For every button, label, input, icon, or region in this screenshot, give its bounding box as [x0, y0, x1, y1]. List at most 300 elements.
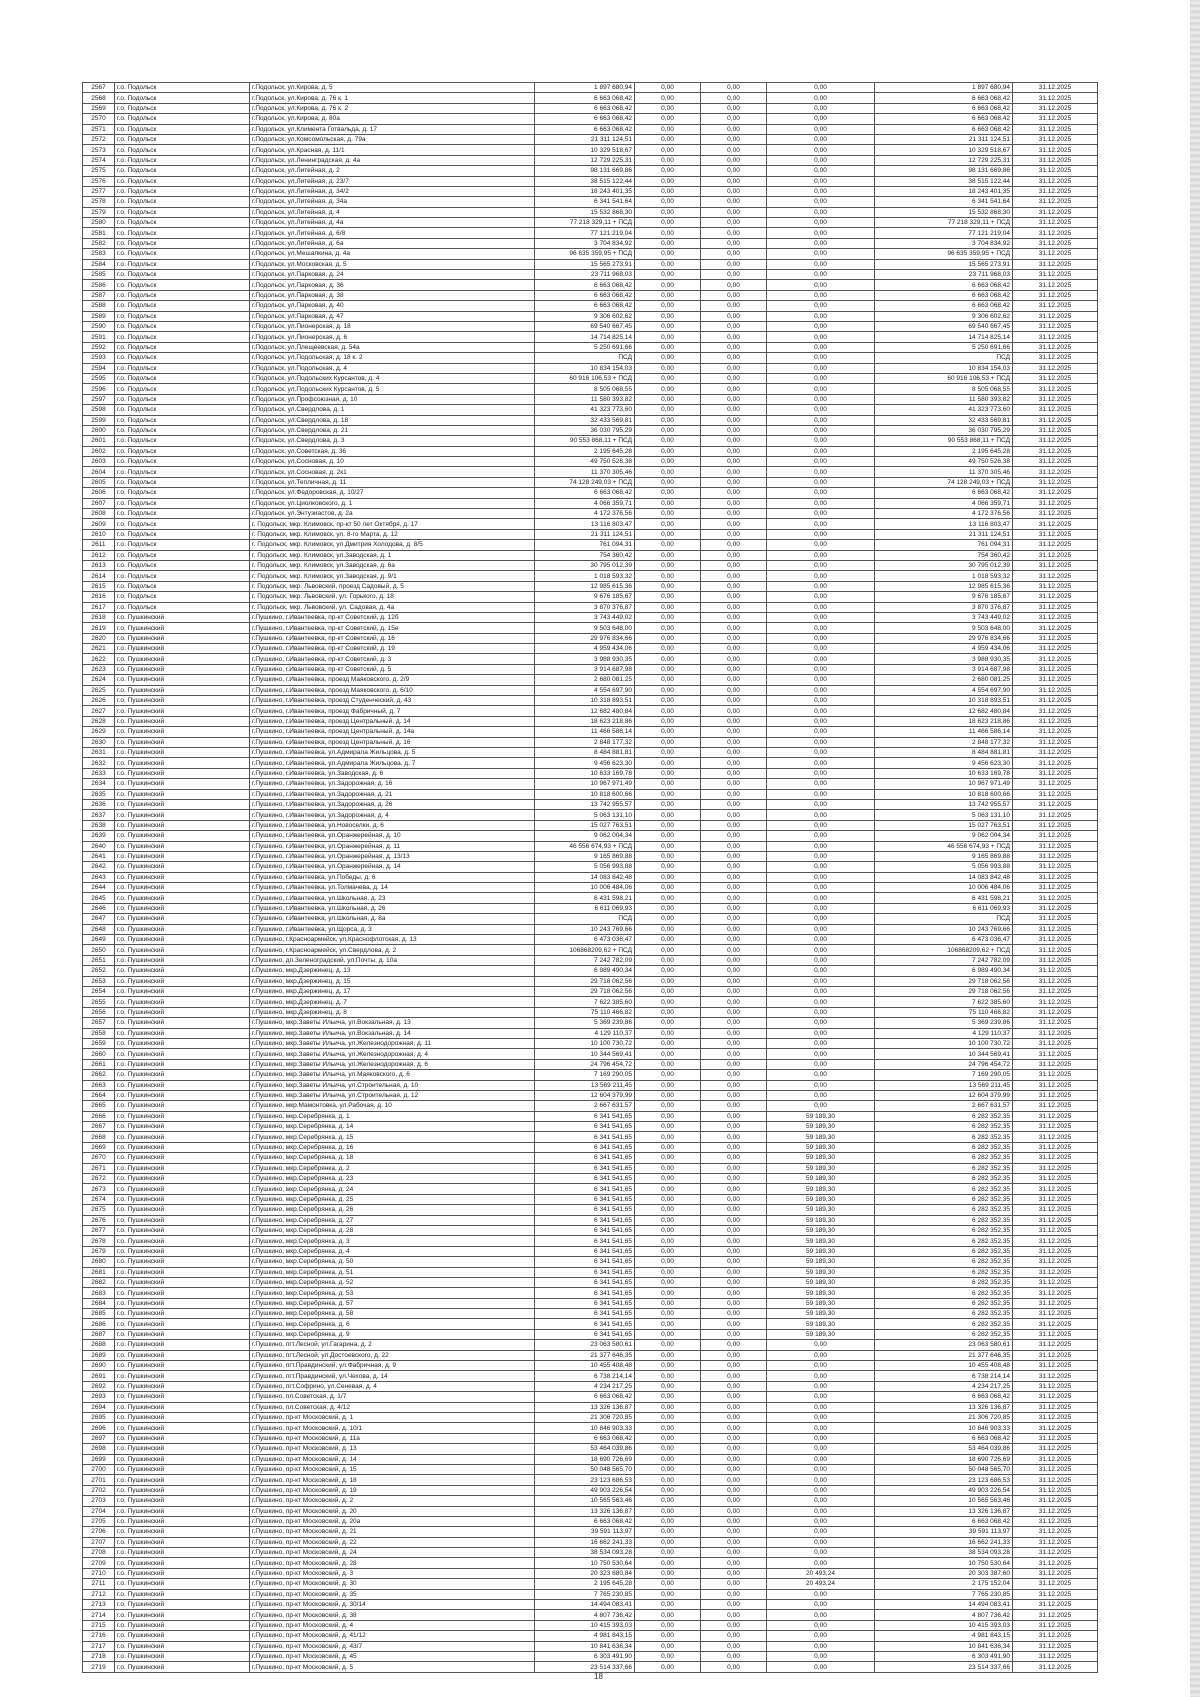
municipality-cell: г.о. Подольск: [115, 249, 250, 259]
address-cell: г.Пушкино, г.Ивантеевка, ул.Оранжерейная, д. 10: [250, 831, 535, 841]
fund-cost-1-cell: 0,00: [635, 1111, 701, 1121]
table-row: [83, 197, 1098, 207]
row-number-cell: 2714: [83, 1610, 115, 1620]
municipality-cell: г.о. Пушкинский: [115, 893, 250, 903]
total-cost-cell: 3 988 930,35: [535, 654, 635, 664]
municipality-cell: г.о. Подольск: [115, 270, 250, 280]
fund-cost-3-cell: 0,00: [767, 1371, 875, 1381]
deadline-date-cell: 31.12.2025: [1013, 924, 1098, 934]
fund-cost-2-cell: 0,00: [701, 748, 767, 758]
fund-cost-3-cell: 0,00: [767, 1392, 875, 1402]
deadline-date-cell: 31.12.2025: [1013, 654, 1098, 664]
fund-cost-1-cell: 0,00: [635, 1101, 701, 1111]
fund-cost-3-cell: 0,00: [767, 986, 875, 996]
remaining-cost-cell: 15 565 273,91: [875, 259, 1013, 269]
fund-cost-1-cell: 0,00: [635, 966, 701, 976]
total-cost-cell: 6 341 541,65: [535, 1194, 635, 1204]
municipality-cell: г.о. Пушкинский: [115, 986, 250, 996]
table-row: [83, 498, 1098, 508]
fund-cost-3-cell: 0,00: [767, 270, 875, 280]
fund-cost-2-cell: 0,00: [701, 1413, 767, 1423]
fund-cost-2-cell: 0,00: [701, 1527, 767, 1537]
fund-cost-2-cell: 0,00: [701, 1579, 767, 1589]
total-cost-cell: 77 121 219,04: [535, 228, 635, 238]
municipality-cell: г.о. Подольск: [115, 259, 250, 269]
address-cell: г.Пушкино, мкр.Заветы Ильича, ул.Железнодорожная, д. 6: [250, 1059, 535, 1069]
fund-cost-2-cell: 0,00: [701, 1132, 767, 1142]
fund-cost-3-cell: 0,00: [767, 789, 875, 799]
total-cost-cell: 38 515 122,44: [535, 176, 635, 186]
address-cell: г. Подольск, мкр. Климовск, пр-кт 50 лет Октября, д. 17: [250, 519, 535, 529]
table-row: [83, 488, 1098, 498]
address-cell: г.Пушкино, г.Ивантеевка, ул.Щорса, д. 3: [250, 924, 535, 934]
table-row: [83, 1288, 1098, 1298]
row-number-cell: 2716: [83, 1631, 115, 1641]
address-cell: г.Подольск, ул.Свердлова, д. 3: [250, 436, 535, 446]
address-cell: г.Пушкино, мкр.Заветы Ильича, ул.Строительная, д. 12: [250, 1090, 535, 1100]
fund-cost-1-cell: 0,00: [635, 1018, 701, 1028]
fund-cost-1-cell: 0,00: [635, 560, 701, 570]
fund-cost-2-cell: 0,00: [701, 415, 767, 425]
municipality-cell: г.о. Подольск: [115, 103, 250, 113]
total-cost-cell: 10 846 903,33: [535, 1423, 635, 1433]
total-cost-cell: 6 341 541,65: [535, 1132, 635, 1142]
row-number-cell: 2702: [83, 1485, 115, 1495]
fund-cost-3-cell: 0,00: [767, 1433, 875, 1443]
row-number-cell: 2638: [83, 820, 115, 830]
fund-cost-1-cell: 0,00: [635, 540, 701, 550]
address-cell: г.Пушкино, г.Ивантеевка, ул.Оранжерейная, д. 11: [250, 841, 535, 851]
fund-cost-1-cell: 0,00: [635, 103, 701, 113]
remaining-cost-cell: 6 663 068,42: [875, 301, 1013, 311]
remaining-cost-cell: 10 415 393,03: [875, 1620, 1013, 1630]
table-row: [83, 1194, 1098, 1204]
remaining-cost-cell: 3 704 834,92: [875, 238, 1013, 248]
fund-cost-1-cell: 0,00: [635, 623, 701, 633]
municipality-cell: г.о. Подольск: [115, 373, 250, 383]
remaining-cost-cell: 4 066 359,71: [875, 498, 1013, 508]
remaining-cost-cell: 9 306 602,62: [875, 311, 1013, 321]
fund-cost-2-cell: 0,00: [701, 1298, 767, 1308]
row-number-cell: 2680: [83, 1257, 115, 1267]
fund-cost-3-cell: 0,00: [767, 477, 875, 487]
remaining-cost-cell: 10 841 636,34: [875, 1641, 1013, 1651]
total-cost-cell: 4 807 736,42: [535, 1610, 635, 1620]
row-number-cell: 2631: [83, 748, 115, 758]
fund-cost-1-cell: 0,00: [635, 498, 701, 508]
fund-cost-3-cell: 0,00: [767, 883, 875, 893]
fund-cost-3-cell: 0,00: [767, 467, 875, 477]
fund-cost-3-cell: 0,00: [767, 332, 875, 342]
fund-cost-3-cell: 0,00: [767, 1485, 875, 1495]
row-number-cell: 2594: [83, 363, 115, 373]
table-row: [83, 1225, 1098, 1235]
deadline-date-cell: 31.12.2025: [1013, 446, 1098, 456]
fund-cost-1-cell: 0,00: [635, 1548, 701, 1558]
municipality-cell: г.о. Подольск: [115, 207, 250, 217]
fund-cost-1-cell: 0,00: [635, 1277, 701, 1287]
deadline-date-cell: 31.12.2025: [1013, 259, 1098, 269]
remaining-cost-cell: 10 455 408,48: [875, 1361, 1013, 1371]
table-row: [83, 768, 1098, 778]
fund-cost-1-cell: 0,00: [635, 457, 701, 467]
remaining-cost-cell: 5 063 131,10: [875, 810, 1013, 820]
remaining-cost-cell: 41 323 773,60: [875, 405, 1013, 415]
fund-cost-2-cell: 0,00: [701, 1589, 767, 1599]
fund-cost-2-cell: 0,00: [701, 540, 767, 550]
total-cost-cell: 23 063 580,61: [535, 1340, 635, 1350]
deadline-date-cell: 31.12.2025: [1013, 623, 1098, 633]
total-cost-cell: 10 415 393,03: [535, 1620, 635, 1630]
municipality-cell: г.о. Подольск: [115, 197, 250, 207]
municipality-cell: г.о. Пушкинский: [115, 1059, 250, 1069]
municipality-cell: г.о. Пушкинский: [115, 1090, 250, 1100]
fund-cost-1-cell: 0,00: [635, 488, 701, 498]
remaining-cost-cell: 74 128 249,03 + ПСД: [875, 477, 1013, 487]
fund-cost-2-cell: 0,00: [701, 986, 767, 996]
fund-cost-2-cell: 0,00: [701, 1122, 767, 1132]
row-number-cell: 2707: [83, 1537, 115, 1547]
fund-cost-2-cell: 0,00: [701, 457, 767, 467]
municipality-cell: г.о. Подольск: [115, 228, 250, 238]
municipality-cell: г.о. Подольск: [115, 311, 250, 321]
table-row: [83, 436, 1098, 446]
row-number-cell: 2683: [83, 1288, 115, 1298]
fund-cost-3-cell: 59 189,30: [767, 1298, 875, 1308]
municipality-cell: г.о. Пушкинский: [115, 1454, 250, 1464]
municipality-cell: г.о. Подольск: [115, 301, 250, 311]
table-row: [83, 1496, 1098, 1506]
row-number-cell: 2618: [83, 612, 115, 622]
municipality-cell: г.о. Подольск: [115, 384, 250, 394]
address-cell: г.Пушкино, пр-кт Московский, д. 30: [250, 1579, 535, 1589]
fund-cost-2-cell: 0,00: [701, 1319, 767, 1329]
remaining-cost-cell: 10 834 154,03: [875, 363, 1013, 373]
address-cell: г.Пушкино, пгт.Лесной, ул.Гагарина, д. 2: [250, 1340, 535, 1350]
remaining-cost-cell: 6 282 352,35: [875, 1111, 1013, 1121]
remaining-cost-cell: 6 282 352,35: [875, 1298, 1013, 1308]
row-number-cell: 2719: [83, 1662, 115, 1672]
municipality-cell: г.о. Пушкинский: [115, 1257, 250, 1267]
fund-cost-3-cell: 0,00: [767, 1651, 875, 1661]
row-number-cell: 2598: [83, 405, 115, 415]
fund-cost-1-cell: 0,00: [635, 238, 701, 248]
fund-cost-3-cell: 0,00: [767, 498, 875, 508]
total-cost-cell: 18 623 218,86: [535, 716, 635, 726]
row-number-cell: 2586: [83, 280, 115, 290]
row-number-cell: 2641: [83, 851, 115, 861]
municipality-cell: г.о. Пушкинский: [115, 799, 250, 809]
fund-cost-2-cell: 0,00: [701, 1267, 767, 1277]
fund-cost-3-cell: 0,00: [767, 1620, 875, 1630]
address-cell: г.Подольск, ул.Пионерская, д. 18: [250, 321, 535, 331]
address-cell: г.Подольск, ул.Подольских Курсантов, д. 4: [250, 373, 535, 383]
address-cell: г.Пушкино, г.Ивантеевка, ул.Задорожная, д. 26: [250, 799, 535, 809]
municipality-cell: г.о. Пушкинский: [115, 862, 250, 872]
deadline-date-cell: 31.12.2025: [1013, 384, 1098, 394]
fund-cost-1-cell: 0,00: [635, 93, 701, 103]
fund-cost-1-cell: 0,00: [635, 571, 701, 581]
table-row: [83, 1174, 1098, 1184]
municipality-cell: г.о. Подольск: [115, 93, 250, 103]
deadline-date-cell: 31.12.2025: [1013, 581, 1098, 591]
fund-cost-3-cell: 59 189,30: [767, 1225, 875, 1235]
fund-cost-1-cell: 0,00: [635, 249, 701, 259]
fund-cost-3-cell: 0,00: [767, 509, 875, 519]
row-number-cell: 2621: [83, 644, 115, 654]
table-row: [83, 1579, 1098, 1589]
row-number-cell: 2620: [83, 633, 115, 643]
address-cell: г.Подольск, ул.Кирова, д. 80а: [250, 114, 535, 124]
fund-cost-3-cell: 0,00: [767, 1028, 875, 1038]
total-cost-cell: 6 341 541,64: [535, 197, 635, 207]
fund-cost-1-cell: 0,00: [635, 986, 701, 996]
table-row: [83, 519, 1098, 529]
row-number-cell: 2612: [83, 550, 115, 560]
table-row: [83, 457, 1098, 467]
total-cost-cell: 6 341 541,65: [535, 1329, 635, 1339]
municipality-cell: г.о. Пушкинский: [115, 1620, 250, 1630]
municipality-cell: г.о. Пушкинский: [115, 1028, 250, 1038]
remaining-cost-cell: 10 750 530,64: [875, 1558, 1013, 1568]
table-row: [83, 540, 1098, 550]
remaining-cost-cell: 6 282 352,35: [875, 1142, 1013, 1152]
fund-cost-2-cell: 0,00: [701, 997, 767, 1007]
address-cell: г.Пушкино, г.Ивантеевка, пр-кт Советский, д. 5: [250, 664, 535, 674]
row-number-cell: 2592: [83, 342, 115, 352]
municipality-cell: г.о. Подольск: [115, 321, 250, 331]
remaining-cost-cell: 12 729 225,31: [875, 155, 1013, 165]
municipality-cell: г.о. Пушкинский: [115, 716, 250, 726]
total-cost-cell: 4 234 217,25: [535, 1381, 635, 1391]
table-row: [83, 1568, 1098, 1578]
fund-cost-1-cell: 0,00: [635, 1631, 701, 1641]
table-row: [83, 685, 1098, 695]
table-row: [83, 727, 1098, 737]
fund-cost-1-cell: 0,00: [635, 1662, 701, 1672]
total-cost-cell: 10 633 169,78: [535, 768, 635, 778]
fund-cost-2-cell: 0,00: [701, 103, 767, 113]
fund-cost-2-cell: 0,00: [701, 1496, 767, 1506]
deadline-date-cell: 31.12.2025: [1013, 321, 1098, 331]
fund-cost-2-cell: 0,00: [701, 467, 767, 477]
fund-cost-1-cell: 0,00: [635, 1163, 701, 1173]
row-number-cell: 2649: [83, 935, 115, 945]
fund-cost-2-cell: 0,00: [701, 1402, 767, 1412]
fund-cost-1-cell: 0,00: [635, 342, 701, 352]
row-number-cell: 2659: [83, 1038, 115, 1048]
fund-cost-1-cell: 0,00: [635, 1205, 701, 1215]
table-row: [83, 976, 1098, 986]
fund-cost-1-cell: 0,00: [635, 799, 701, 809]
remaining-cost-cell: ПСД: [875, 353, 1013, 363]
fund-cost-1-cell: 0,00: [635, 114, 701, 124]
address-cell: г.Пушкино, мкр.Серебрянка, д. 9: [250, 1329, 535, 1339]
fund-cost-2-cell: 0,00: [701, 862, 767, 872]
fund-cost-2-cell: 0,00: [701, 1568, 767, 1578]
deadline-date-cell: 31.12.2025: [1013, 488, 1098, 498]
municipality-cell: г.о. Пушкинский: [115, 1298, 250, 1308]
address-cell: г.Подольск, ул.Подольская, д. 18 к. 2: [250, 353, 535, 363]
fund-cost-3-cell: 0,00: [767, 831, 875, 841]
address-cell: г.Подольск, ул.Пионерская, д. 6: [250, 332, 535, 342]
fund-cost-1-cell: 0,00: [635, 1496, 701, 1506]
table-row: [83, 1236, 1098, 1246]
fund-cost-3-cell: 0,00: [767, 353, 875, 363]
fund-cost-3-cell: 0,00: [767, 1090, 875, 1100]
deadline-date-cell: 31.12.2025: [1013, 1257, 1098, 1267]
fund-cost-3-cell: 0,00: [767, 1496, 875, 1506]
fund-cost-2-cell: 0,00: [701, 509, 767, 519]
deadline-date-cell: 31.12.2025: [1013, 1485, 1098, 1495]
remaining-cost-cell: 6 282 352,35: [875, 1267, 1013, 1277]
deadline-date-cell: 31.12.2025: [1013, 1028, 1098, 1038]
row-number-cell: 2602: [83, 446, 115, 456]
deadline-date-cell: 31.12.2025: [1013, 727, 1098, 737]
fund-cost-2-cell: 0,00: [701, 1381, 767, 1391]
remaining-cost-cell: 6 282 352,35: [875, 1319, 1013, 1329]
address-cell: г.Подольск, ул.Парковая, д. 36: [250, 280, 535, 290]
fund-cost-3-cell: 0,00: [767, 1444, 875, 1454]
address-cell: г.Подольск, ул.Литейная, д. 23/7: [250, 176, 535, 186]
total-cost-cell: 11 466 586,14: [535, 727, 635, 737]
total-cost-cell: 6 663 068,42: [535, 301, 635, 311]
municipality-cell: г.о. Пушкинский: [115, 1309, 250, 1319]
remaining-cost-cell: 754 360,42: [875, 550, 1013, 560]
fund-cost-3-cell: 0,00: [767, 924, 875, 934]
remaining-cost-cell: 6 663 068,42: [875, 280, 1013, 290]
row-number-cell: 2710: [83, 1568, 115, 1578]
fund-cost-3-cell: 59 189,30: [767, 1215, 875, 1225]
row-number-cell: 2674: [83, 1194, 115, 1204]
row-number-cell: 2684: [83, 1298, 115, 1308]
fund-cost-2-cell: 0,00: [701, 560, 767, 570]
municipality-cell: г.о. Подольск: [115, 166, 250, 176]
fund-cost-1-cell: 0,00: [635, 1350, 701, 1360]
fund-cost-2-cell: 0,00: [701, 1620, 767, 1630]
deadline-date-cell: 31.12.2025: [1013, 373, 1098, 383]
fund-cost-1-cell: 0,00: [635, 1454, 701, 1464]
remaining-cost-cell: 10 006 484,06: [875, 883, 1013, 893]
deadline-date-cell: 31.12.2025: [1013, 602, 1098, 612]
row-number-cell: 2600: [83, 425, 115, 435]
address-cell: г.Подольск, ул.Свердлова, д. 18: [250, 415, 535, 425]
address-cell: г.Пушкино, г.Ивантеевка, проезд Центральный, д. 14а: [250, 727, 535, 737]
total-cost-cell: 36 030 795,29: [535, 425, 635, 435]
table-row: [83, 114, 1098, 124]
remaining-cost-cell: 12 682 480,84: [875, 706, 1013, 716]
total-cost-cell: 10 006 484,06: [535, 883, 635, 893]
total-cost-cell: 3 743 449,02: [535, 612, 635, 622]
table-row: [83, 124, 1098, 134]
address-cell: г.Пушкино, пр-кт Московский, д. 2: [250, 1496, 535, 1506]
deadline-date-cell: 31.12.2025: [1013, 1205, 1098, 1215]
deadline-date-cell: 31.12.2025: [1013, 872, 1098, 882]
deadline-date-cell: 31.12.2025: [1013, 207, 1098, 217]
row-number-cell: 2625: [83, 685, 115, 695]
total-cost-cell: 6 663 068,42: [535, 488, 635, 498]
address-cell: г.Подольск, ул.Парковая, д. 24: [250, 270, 535, 280]
table-row: [83, 955, 1098, 965]
remaining-cost-cell: 6 663 068,42: [875, 1516, 1013, 1526]
row-number-cell: 2678: [83, 1236, 115, 1246]
municipality-cell: г.о. Пушкинский: [115, 872, 250, 882]
fund-cost-1-cell: 0,00: [635, 1620, 701, 1630]
deadline-date-cell: 31.12.2025: [1013, 1298, 1098, 1308]
row-number-cell: 2632: [83, 758, 115, 768]
fund-cost-3-cell: 0,00: [767, 810, 875, 820]
municipality-cell: г.о. Подольск: [115, 560, 250, 570]
row-number-cell: 2643: [83, 872, 115, 882]
table-row: [83, 301, 1098, 311]
remaining-cost-cell: 1 018 593,32: [875, 571, 1013, 581]
remaining-cost-cell: 6 282 352,35: [875, 1309, 1013, 1319]
total-cost-cell: 6 303 491,90: [535, 1651, 635, 1661]
address-cell: г.Пушкино, г.Ивантеевка, ул.Оранжерейная, д. 14: [250, 862, 535, 872]
address-cell: г. Подольск, мкр. Климовск, ул.Заводская, д. 6а: [250, 560, 535, 570]
remaining-cost-cell: ПСД: [875, 914, 1013, 924]
municipality-cell: г.о. Пушкинский: [115, 1018, 250, 1028]
table-row: [83, 477, 1098, 487]
fund-cost-2-cell: 0,00: [701, 935, 767, 945]
fund-cost-2-cell: 0,00: [701, 623, 767, 633]
remaining-cost-cell: 7 765 230,85: [875, 1589, 1013, 1599]
total-cost-cell: 2 667 631,57: [535, 1101, 635, 1111]
row-number-cell: 2576: [83, 176, 115, 186]
table-row: [83, 1132, 1098, 1142]
remaining-cost-cell: 6 663 068,42: [875, 93, 1013, 103]
remaining-cost-cell: 2 848 177,32: [875, 737, 1013, 747]
municipality-cell: г.о. Пушкинский: [115, 1423, 250, 1433]
deadline-date-cell: 31.12.2025: [1013, 249, 1098, 259]
fund-cost-2-cell: 0,00: [701, 1651, 767, 1661]
deadline-date-cell: 31.12.2025: [1013, 737, 1098, 747]
table-row: [83, 1122, 1098, 1132]
row-number-cell: 2577: [83, 186, 115, 196]
row-number-cell: 2698: [83, 1444, 115, 1454]
remaining-cost-cell: 4 234 217,25: [875, 1381, 1013, 1391]
fund-cost-3-cell: 0,00: [767, 405, 875, 415]
table-row: [83, 1080, 1098, 1090]
row-number-cell: 2613: [83, 560, 115, 570]
fund-cost-2-cell: 0,00: [701, 176, 767, 186]
deadline-date-cell: 31.12.2025: [1013, 716, 1098, 726]
table-row: [83, 1111, 1098, 1121]
total-cost-cell: 38 534 093,28: [535, 1548, 635, 1558]
address-cell: г.Подольск, ул.Циолковского, д. 1: [250, 498, 535, 508]
total-cost-cell: 6 663 068,42: [535, 290, 635, 300]
fund-cost-2-cell: 0,00: [701, 1194, 767, 1204]
remaining-cost-cell: 6 473 036,47: [875, 935, 1013, 945]
deadline-date-cell: 31.12.2025: [1013, 1620, 1098, 1630]
row-number-cell: 2567: [83, 83, 115, 93]
address-cell: г.Пушкино, мкр.Заветы Ильича, ул.Вокзальная, д. 14: [250, 1028, 535, 1038]
total-cost-cell: 10 243 769,66: [535, 924, 635, 934]
fund-cost-2-cell: 0,00: [701, 872, 767, 882]
remaining-cost-cell: 4 981 843,15: [875, 1631, 1013, 1641]
table-row: [83, 623, 1098, 633]
fund-cost-3-cell: 0,00: [767, 1641, 875, 1651]
total-cost-cell: 15 565 273,91: [535, 259, 635, 269]
row-number-cell: 2596: [83, 384, 115, 394]
fund-cost-2-cell: 0,00: [701, 1028, 767, 1038]
fund-cost-3-cell: 0,00: [767, 872, 875, 882]
fund-cost-1-cell: 0,00: [635, 1527, 701, 1537]
row-number-cell: 2603: [83, 457, 115, 467]
fund-cost-2-cell: 0,00: [701, 602, 767, 612]
fund-cost-2-cell: 0,00: [701, 1049, 767, 1059]
fund-cost-1-cell: 0,00: [635, 1309, 701, 1319]
